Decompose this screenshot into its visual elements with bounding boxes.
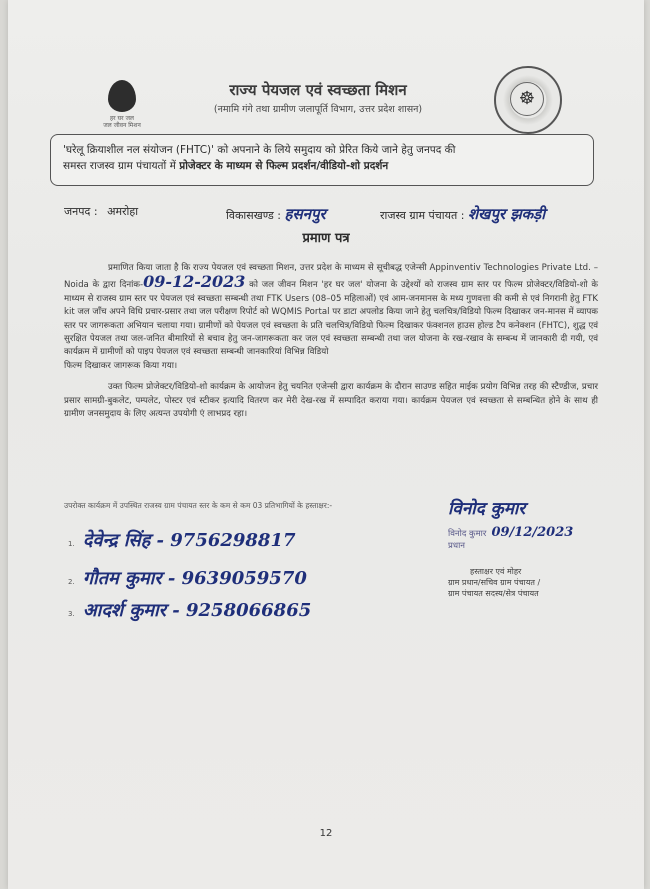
village-label: राजस्व ग्राम पंचायत : <box>380 209 465 222</box>
seal-emblem-icon: ☸ <box>510 82 544 116</box>
page-number: 12 <box>319 828 333 839</box>
certificate-body <box>64 262 598 421</box>
participant-signature: देवेन्द्र सिंह - 9756298817 <box>82 530 296 551</box>
participant-number: 1. <box>68 540 75 548</box>
heading-line-2-plain: समस्त राजस्व ग्राम पंचायतों में <box>63 160 180 172</box>
up-government-seal <box>494 66 562 134</box>
body-p1-part-b: को जल जीवन मिशन 'हर घर जल' योजना के उद्देश्यों को राजस्व ग्राम स्तर पर फिल्म प्रोजेक्टर/विडियो-शो के माध्यम से राजस्व ग्राम स्तर पर पेयजल एवं स्वच्छता सम्बन्धी तथा FTK Users (08–05 महिलाओं) एवं आम-जनमानस के मध्य गुणवत्ता की कमी से एवं निगरानी हेतु FTK kit जल जाँच अपने विधि प्रचार-प्रसार तथा जल परीक्षण रिपोर्ट को WQMIS Portal पर डाटा अपलोड किया जाने हेतु चलचित्र/विडियो फिल्म दिखाकर जन-मानस में व्यापक स्तर पर जागरूकता अभियान चलाया गया। ग्रामीणों को पेयजल एवं स्वच्छता के प्रति चलचित्र/विडियो फिल्म दिखाकर फंक्शनल हाउस होल्ड टैप कनेक्शन (FHTC), शुद्ध एवं सुरक्षित पेयजल तथा जल-जनित बीमारियों से बचाव हेतु जन-जागरूकता कर जल एवं स्वच्छता सम्बन्धी तथा जल योजना के रख-रखाव के सम्बन्ध में जानकारी दी गयी, एवं कार्यक्रम में ग्रामीणों को पाइप पेयजल एवं स्वच्छता सम्बन्धी जानकारियां विभिन्न विडियो <box>64 280 598 358</box>
program-date: 09-12-2023 <box>143 272 246 292</box>
signature-caption-3: ग्राम पंचायत सदस्य/सेत्र पंचायत <box>448 589 539 598</box>
participant-signature: आदर्श कुमार - 9258066865 <box>82 600 312 621</box>
heading-line-1: 'घरेलू क्रियाशील नल संयोजन (FHTC)' को अपनाने के लिये समुदाय को प्रेरित किये जाने हेतु जनपद की <box>63 144 456 156</box>
signature-caption-2: ग्राम प्रधान/सचिव ग्राम पंचायत / <box>448 578 541 587</box>
water-drop-icon <box>108 80 136 112</box>
stamp-name: विनोद कुमार <box>448 529 487 539</box>
participant-signature: गौतम कुमार - 9639059570 <box>82 568 307 589</box>
heading-line-2-bold: प्रोजेक्टर के माध्यम से फिल्म प्रदर्शन/वीडियो-शो प्रदर्शन <box>179 160 389 172</box>
page-title: राज्य पेयजल एवं स्वच्छता मिशन <box>229 81 407 99</box>
logo-caption: हर घर जल जल जीवन मिशन <box>103 115 141 129</box>
district-value: अमरोहा <box>107 205 139 218</box>
pradhan-signature-block <box>448 496 628 551</box>
handwritten-signature: विनोद कुमार <box>448 499 526 519</box>
body-p1-part-a: प्रमाणित किया जाता है कि राज्य पेयजल एवं स्वच्छता मिशन, उत्तर प्रदेश के माध्यम से सूचीबद्ध एजेन्सी Appinventiv Technologies Private Ltd. – Noida के द्वारा दिनांक- <box>64 263 598 291</box>
signature-date: 09/12/2023 <box>491 525 574 540</box>
district-field <box>64 204 138 219</box>
participant-number: 3. <box>68 610 75 618</box>
village-value: शेखपुर झकड़ी <box>467 205 546 223</box>
stamp-designation: प्रधान <box>448 541 465 551</box>
signature-caption-1: हस्ताक्षर एवं मोहर <box>470 567 522 576</box>
block-label: विकासखण्ड : <box>226 209 282 222</box>
block-value: हसनपुर <box>284 205 326 223</box>
participant-row <box>68 528 296 552</box>
signature-caption <box>448 566 588 599</box>
certificate-title: प्रमाण पत्र <box>302 231 350 246</box>
participant-row <box>68 566 307 590</box>
village-field <box>380 204 545 224</box>
body-paragraph-1 <box>64 262 598 360</box>
participant-row <box>68 598 311 622</box>
participant-number: 2. <box>68 578 75 586</box>
body-paragraph-1-end: फिल्म दिखाकर जागरूक किया गया। <box>64 360 178 371</box>
jal-jeevan-mission-logo <box>92 80 152 129</box>
district-label: जनपद : <box>64 205 98 218</box>
heading-line-2 <box>63 158 581 174</box>
participants-label: उपरोक्त कार्यक्रम में उपस्थित राजस्व ग्राम पंचायत स्तर के कम से कम 03 प्रतिभागियों के हस्ताक्षर:- <box>64 501 333 510</box>
program-heading-box <box>50 134 594 186</box>
page-subtitle: (नमामि गंगे तथा ग्रामीण जलापूर्ति विभाग, उत्तर प्रदेश शासन) <box>213 104 423 115</box>
document-page <box>8 0 644 889</box>
body-paragraph-2: उक्त फिल्म प्रोजेक्टर/विडियो-शो कार्यक्रम के आयोजन हेतु चयनित एजेन्सी द्वारा कार्यक्रम के दौरान साउण्ड सहित माईक प्रयोग विभिन्न तरह की स्टैण्डीज, प्रचार प्रसार सामग्री-बुकलेट, पम्पलेट, पोस्टर एवं स्टीकर इत्यादि वितरण कर मेरी देख-रख में सम्पादित कराया गया। कार्यक्रम पेयजल एवं स्वच्छता से सम्बन्धित होने के साथ ही ग्रामीण जनसमुदाय के लिए अत्यन्त उपयोगी एं लाभप्रद रहा। <box>64 382 598 420</box>
block-field <box>226 204 326 224</box>
